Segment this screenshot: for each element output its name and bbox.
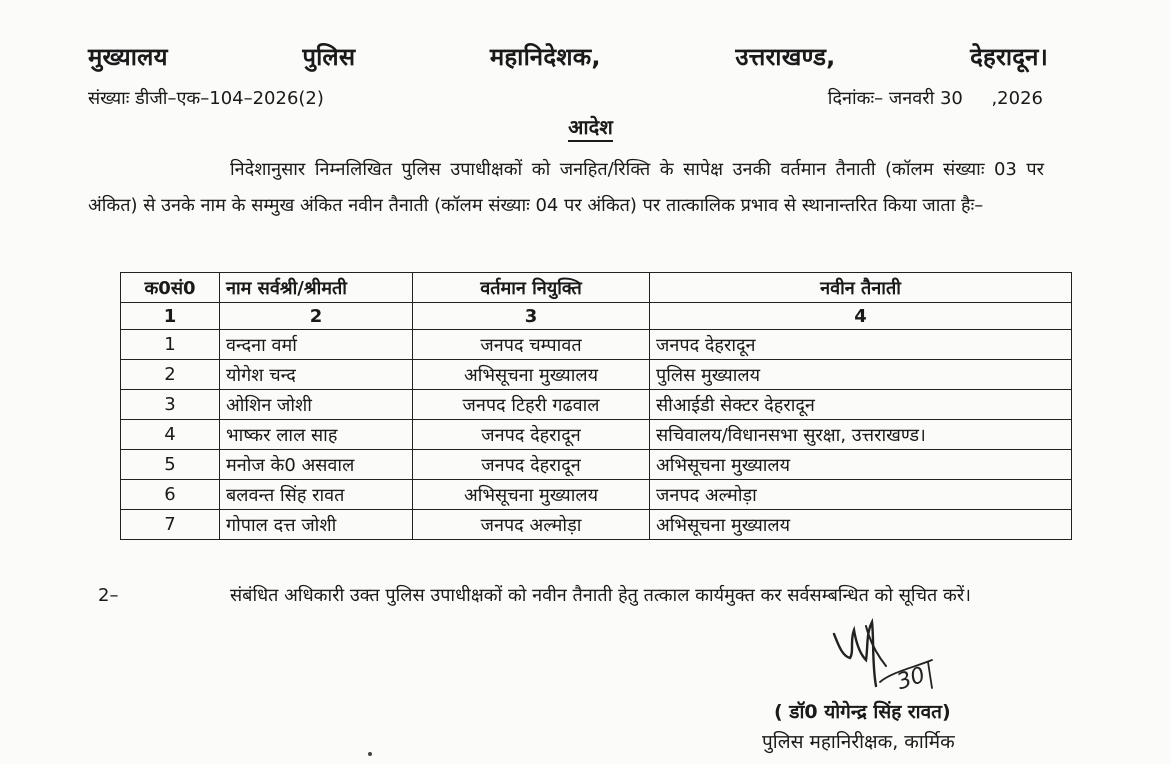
handwritten-signature	[820, 612, 950, 707]
signatory-name: ( डॉ0 योगेन्द्र सिंह रावत)	[774, 701, 951, 723]
table-row	[121, 390, 1072, 420]
reference-row	[88, 78, 1043, 110]
officer-name-cell: योगेश चन्द	[220, 360, 413, 390]
current-posting-cell: अभिसूचना मुख्यालय	[413, 360, 650, 390]
officer-name-cell: बलवन्त सिंह रावत	[220, 480, 413, 510]
serial-cell: 2	[121, 360, 220, 390]
letterhead-word: देहरादून।	[970, 43, 1048, 71]
header-serial: क0सं0	[121, 273, 220, 303]
serial-cell: 5	[121, 450, 220, 480]
header-new-posting: नवीन तैनाती	[650, 273, 1072, 303]
serial-cell: 1	[121, 330, 220, 360]
current-posting-cell: अभिसूचना मुख्यालय	[413, 480, 650, 510]
serial-cell: 3	[121, 390, 220, 420]
column-number: 3	[413, 303, 650, 330]
signatory-designation: पुलिस महानिरीक्षक, कार्मिक	[762, 731, 955, 753]
letterhead-word: पुलिस	[302, 43, 356, 71]
current-posting-cell: जनपद देहरादून	[413, 450, 650, 480]
officer-name-cell: वन्दना वर्मा	[220, 330, 413, 360]
current-posting-cell: जनपद अल्मोड़ा	[413, 510, 650, 540]
serial-cell: 4	[121, 420, 220, 450]
table-row	[121, 420, 1072, 450]
current-posting-cell: जनपद टिहरी गढवाल	[413, 390, 650, 420]
letterhead-word: उत्तराखण्ड,	[735, 43, 836, 71]
letterhead-word: मुख्यालय	[88, 43, 168, 71]
officer-name-cell: गोपाल दत्त जोशी	[220, 510, 413, 540]
order-title-text: आदेश	[568, 115, 613, 142]
header-current-posting: वर्तमान नियुक्ति	[413, 273, 650, 303]
new-posting-cell: जनपद देहरादून	[650, 330, 1072, 360]
new-posting-cell: जनपद अल्मोड़ा	[650, 480, 1072, 510]
table-header-row	[121, 273, 1072, 303]
new-posting-cell: सचिवालय/विधानसभा सुरक्षा, उत्तराखण्ड।	[650, 420, 1072, 450]
officer-name-cell: भाष्कर लाल साह	[220, 420, 413, 450]
officer-name-cell: ओशिन जोशी	[220, 390, 413, 420]
table-row	[121, 330, 1072, 360]
table-row	[121, 510, 1072, 540]
signature-date: 30	[893, 662, 929, 696]
officer-name-cell: मनोज के0 असवाल	[220, 450, 413, 480]
letterhead-word: महानिदेशक,	[489, 43, 601, 71]
reference-number: संख्याः डीजी–एक–104–2026(2)	[88, 88, 324, 109]
column-number-row	[121, 303, 1072, 330]
table-row	[121, 450, 1072, 480]
column-number: 4	[650, 303, 1072, 330]
table-row	[121, 360, 1072, 390]
letterhead	[88, 40, 1048, 73]
serial-cell: 6	[121, 480, 220, 510]
serial-cell: 7	[121, 510, 220, 540]
column-number: 1	[121, 303, 220, 330]
paragraph-2-number: 2–	[98, 585, 119, 606]
column-number: 2	[220, 303, 413, 330]
new-posting-cell: अभिसूचना मुख्यालय	[650, 510, 1072, 540]
new-posting-cell: पुलिस मुख्यालय	[650, 360, 1072, 390]
transfer-table	[120, 272, 1072, 540]
new-posting-cell: सीआईडी सेक्टर देहरादून	[650, 390, 1072, 420]
order-paragraph-2: संबंधित अधिकारी उक्त पुलिस उपाधीक्षकों को नवीन तैनाती हेतु तत्काल कार्यमुक्त कर सर्वसम्बन्धित को सूचित करें।	[230, 585, 972, 606]
order-date: दिनांकः– जनवरी 30 ,2026	[827, 88, 1043, 109]
current-posting-cell: जनपद देहरादून	[413, 420, 650, 450]
order-title	[0, 113, 1171, 140]
order-paragraph-1: निदेशानुसार निम्नलिखित पुलिस उपाधीक्षकों को जनहित/रिक्ति के सापेक्ष उनकी वर्तमान तैनाती (कॉलम संख्याः 03 पर अंकित) से उनके नाम के सम्मुख अंकित नवीन तैनाती (कॉलम संख्याः 04 पर अंकित) पर तात्कालिक प्रभाव से स्थानान्तरित किया जाता हैः–	[88, 159, 1044, 216]
scan-speck	[368, 752, 372, 756]
current-posting-cell: जनपद चम्पावत	[413, 330, 650, 360]
header-name: नाम सर्वश्री/श्रीमती	[220, 273, 413, 303]
table-row	[121, 480, 1072, 510]
new-posting-cell: अभिसूचना मुख्यालय	[650, 450, 1072, 480]
